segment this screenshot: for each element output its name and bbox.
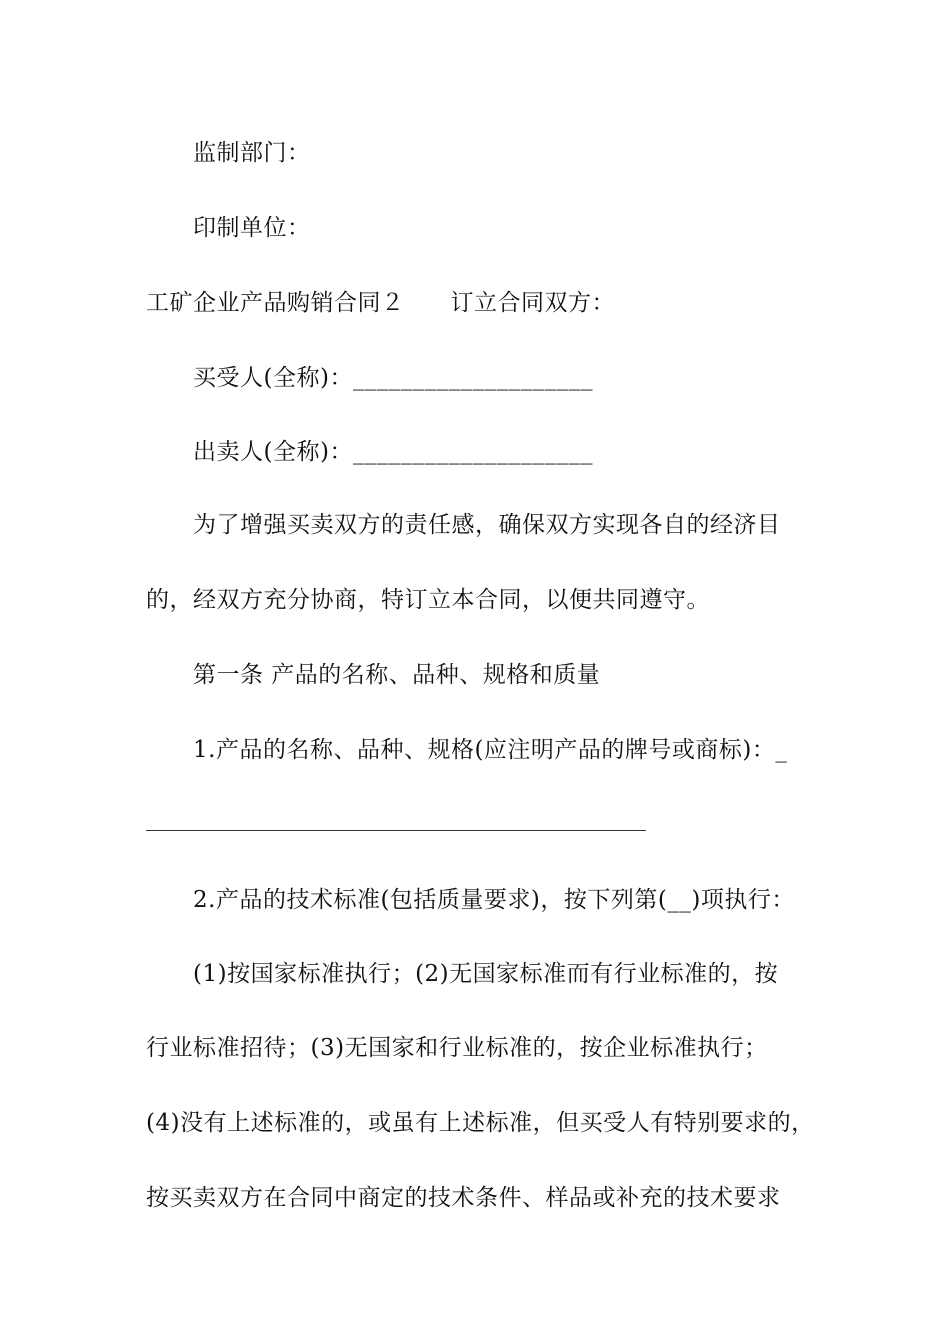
fill-in-blank-line xyxy=(146,830,646,831)
standards-line-2: 行业标准招待；(3)无国家和行业标准的，按企业标准执行； xyxy=(146,1035,768,1061)
supervising-dept-label: 监制部门： xyxy=(193,140,311,166)
item-1-text: 1.产品的名称、品种、规格(应注明产品的牌号或商标)：_ xyxy=(193,737,788,763)
intro-paragraph-line-1: 为了增强买卖双方的责任感，确保双方实现各自的经济目 xyxy=(193,512,781,538)
buyer-line: 买受人(全称)：____________________ xyxy=(193,365,593,391)
seller-line: 出卖人(全称)：____________________ xyxy=(193,439,593,465)
contract-title-line xyxy=(146,288,615,318)
article-1-heading: 第一条 产品的名称、品种、规格和质量 xyxy=(193,662,601,688)
parties-label: 订立合同双方： xyxy=(450,290,615,316)
standards-line-1: (1)按国家标准执行；(2)无国家标准而有行业标准的，按 xyxy=(193,961,779,987)
printing-unit-label: 印制单位： xyxy=(193,215,311,241)
item-2-text: 2.产品的技术标准(包括质量要求)，按下列第(__)项执行： xyxy=(193,887,795,913)
standards-line-3: (4)没有上述标准的，或虽有上述标准，但买受人有特别要求的， xyxy=(146,1110,815,1136)
contract-title: 工矿企业产品购销合同２ xyxy=(146,290,405,316)
standards-line-4: 按买卖双方在合同中商定的技术条件、样品或补充的技术要求 xyxy=(146,1185,781,1211)
intro-paragraph-line-2: 的，经双方充分协商，特订立本合同，以便共同遵守。 xyxy=(146,587,710,613)
